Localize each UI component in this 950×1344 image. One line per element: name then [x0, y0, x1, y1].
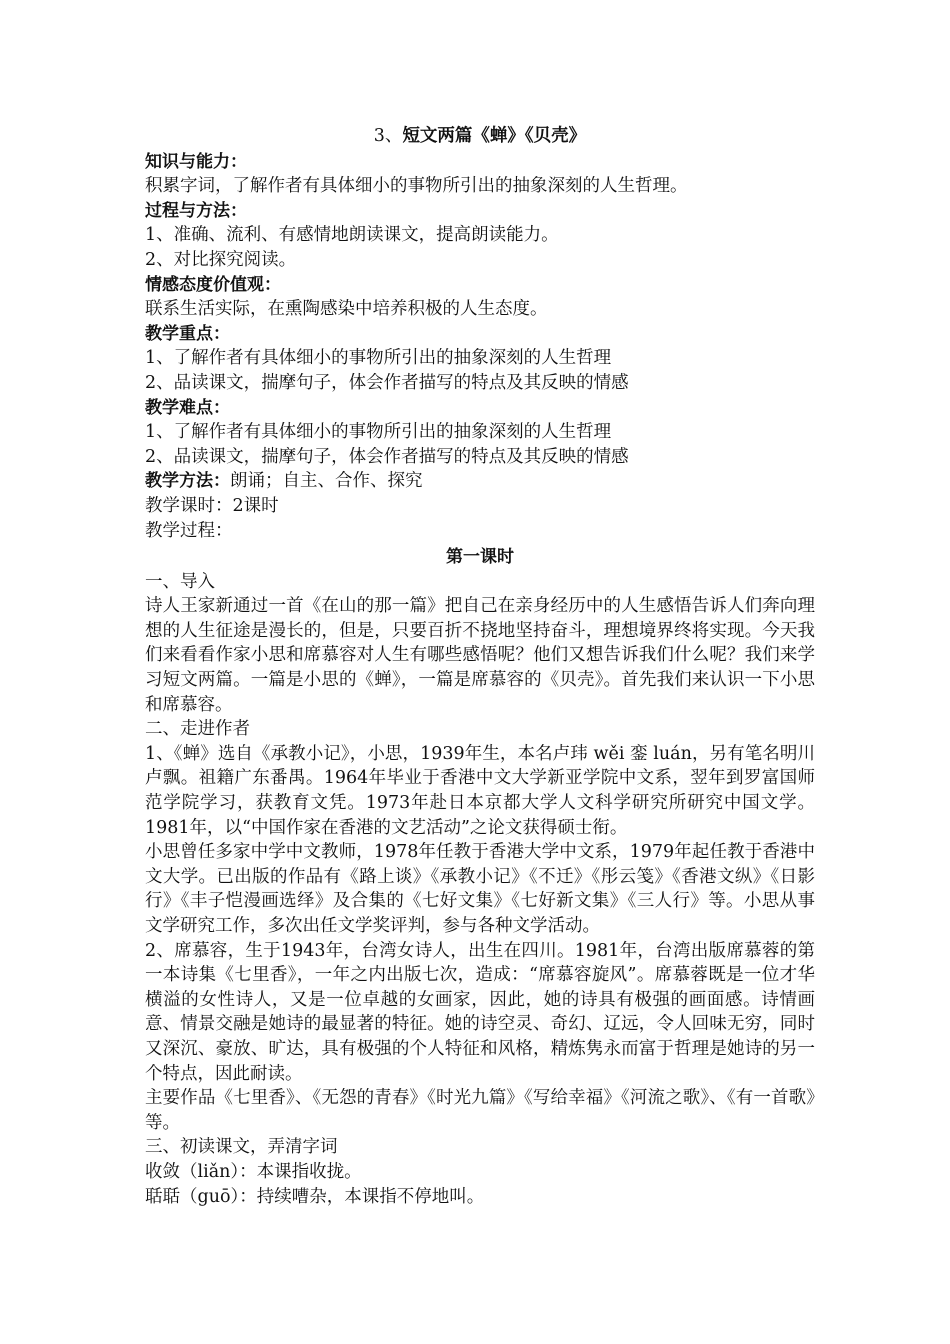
author-heading: 二、走进作者	[145, 719, 250, 740]
author-paragraph-1: 1、《蝉》选自《承教小记》，小思，1939年生，本名卢玮 wěi 銮 luán，另有笔名明川卢飘。祖籍广东番禺。1964年毕业于香港中文大学新亚学院中文系，翌年到罗富国师范学院学习，获教育文凭。1973年赴日本京都大学人文科学研究所研究中国文学。1981年，以“中国作家在香港的文艺活动”之论文获得硕士衔。	[145, 743, 815, 838]
document-page	[145, 124, 815, 1209]
vocab-item-2: 聒聒（guō）：持续嘈杂，本课指不停地叫。	[145, 1186, 485, 1207]
teaching-hours: 教学课时：2课时	[145, 495, 279, 516]
author-paragraph-2: 小思曾任多家中学中文教师，1978年任教于香港大学中文系，1979年起任教于香港中文大学。已出版的作品有《路上谈》《承教小记》《不迁》《彤云笺》《香港文纵》《日影行》《丰子恺漫画选绎》及合集的《七好文集》《七好新文集》《三人行》等。小思从事文学研究工作，多次出任文学奖评判，参与各种文学活动。	[145, 842, 815, 936]
process-item-1: 1、准确、流利、有感情地朗读课文，提高朗读能力。	[145, 225, 559, 246]
intro-heading: 一、导入	[145, 571, 215, 592]
teaching-method-text: 朗诵；自主、合作、探究	[230, 471, 423, 492]
key-points-heading: 教学重点：	[145, 323, 230, 344]
lesson-heading: 第一课时	[446, 547, 514, 568]
difficulty-2: 2、品读课文，揣摩句子，体会作者描写的特点及其反映的情感	[145, 446, 629, 467]
teaching-process-label: 教学过程：	[145, 520, 233, 541]
teaching-method-heading: 教学方法：	[145, 471, 230, 492]
intro-paragraph: 诗人王家新通过一首《在山的那一篇》把自己在亲身经历中的人生感悟告诉人们奔向理想的人生征途是漫长的，但是，只要百折不挠地坚持奋斗，理想境界终将实现。今天我们来看看作家小思和席慕容对人生有哪些感悟呢？他们又想告诉我们什么呢？我们来学习短文两篇。一篇是小思的《蝉》，一篇是席慕容的《贝壳》。首先我们来认识一下小思和席慕容。	[145, 596, 815, 715]
emotion-heading: 情感态度价值观：	[145, 274, 281, 295]
author-paragraph-4: 主要作品《七里香》、《无怨的青春》《时光九篇》《写给幸福》《河流之歌》、《有一首歌》等。	[145, 1088, 815, 1133]
title-text: 短文两篇《蝉》《贝壳》	[402, 126, 587, 146]
difficulties-heading: 教学难点：	[145, 397, 230, 418]
difficulty-1: 1、了解作者有具体细小的事物所引出的抽象深刻的人生哲理	[145, 422, 612, 443]
knowledge-heading: 知识与能力：	[145, 151, 247, 172]
vocab-item-1: 收敛（liǎn）：本课指收拢。	[145, 1161, 362, 1182]
process-method-heading: 过程与方法：	[145, 200, 247, 221]
document-title	[145, 124, 815, 149]
reading-heading: 三、初读课文，弄清字词	[145, 1137, 338, 1158]
key-point-1: 1、了解作者有具体细小的事物所引出的抽象深刻的人生哲理	[145, 348, 612, 369]
process-item-2: 2、对比探究阅读。	[145, 249, 297, 270]
author-paragraph-3: 2、席慕容，生于1943年，台湾女诗人，出生在四川。1981年，台湾出版席慕蓉的第一本诗集《七里香》，一年之内出版七次，造成：“席慕容旋风”。席慕蓉既是一位才华横溢的女性诗人，又是一位卓越的女画家，因此，她的诗具有极强的画面感。诗情画意、情景交融是她诗的最显著的特征。她的诗空灵、奇幻、辽远，令人回味无穷，同时又深沉、豪放、旷达，具有极强的个人特征和风格，精炼隽永而富于哲理是她诗的另一个特点，因此耐读。	[145, 940, 815, 1084]
key-point-2: 2、品读课文，揣摩句子，体会作者描写的特点及其反映的情感	[145, 372, 629, 393]
emotion-text: 联系生活实际，在熏陶感染中培养积极的人生态度。	[145, 299, 548, 320]
title-number: 3、	[373, 126, 403, 146]
teaching-method	[145, 469, 815, 494]
knowledge-text: 积累字词，了解作者有具体细小的事物所引出的抽象深刻的人生哲理。	[145, 176, 688, 197]
